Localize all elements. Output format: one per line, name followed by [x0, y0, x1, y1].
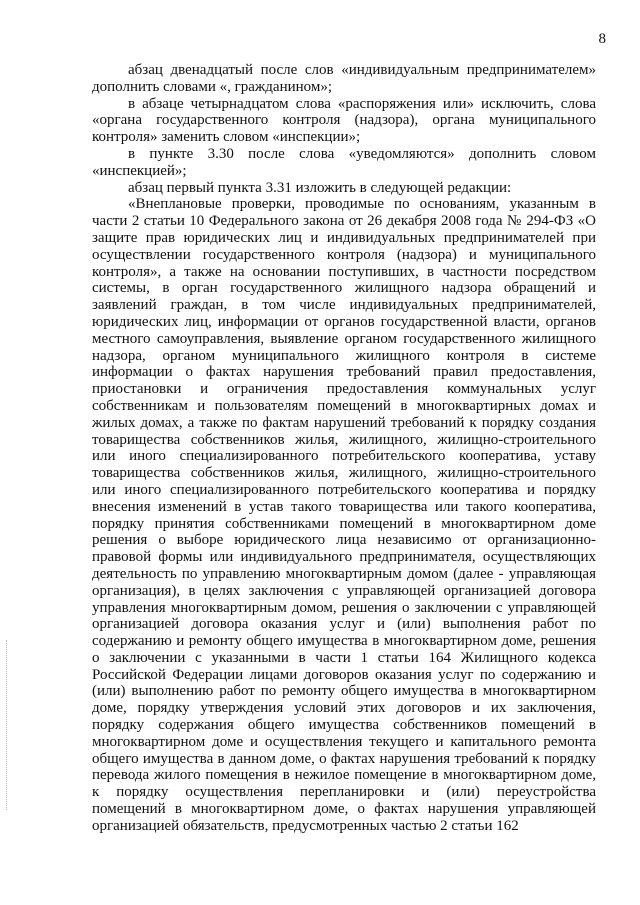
text-line: осуществлении государственного контроля (надзора) и муниципального — [92, 246, 596, 263]
text-line: дополнить словами «, гражданином»; — [92, 78, 333, 95]
text-line: в абзаце четырнадцатом слова «распоряжения или» исключить, слова — [128, 95, 596, 112]
text-line: информации о фактах нарушения требований правил предоставления, — [92, 364, 596, 381]
text-line: к порядку осуществления перепланировки и (или) переустройства — [92, 784, 596, 801]
text-line: организация), в целях заключения с управляющей организацией договора — [92, 582, 596, 599]
paragraph — [92, 180, 596, 197]
text-line: перевода жилого помещения в нежилое помещение в многоквартирном доме, — [92, 767, 596, 784]
text-line: организацией договора оказания услуг и (или) выполнения работ по — [92, 616, 596, 633]
text-line: решения о выборе юридического лица независимо от организационно- — [92, 532, 596, 549]
text-line: абзац первый пункта 3.31 изложить в следующей редакции: — [128, 179, 512, 196]
text-line: «инспекцией»; — [92, 162, 187, 179]
text-line: содержанию и ремонту общего имущества в многоквартирном доме, решения — [92, 633, 596, 650]
text-line: правовой формы или индивидуального предпринимателя, осуществляющих — [92, 549, 596, 566]
text-line: надзора, органом муниципального жилищного контроля в системе — [92, 347, 596, 364]
text-line: «Внеплановые проверки, проводимые по основаниям, указанным в — [128, 196, 596, 213]
text-line: заявлений граждан, в том числе индивидуальных предпринимателей, — [92, 297, 596, 314]
text-line: (или) выполнению работ по ремонту общего имущества в многоквартирном — [92, 683, 596, 700]
text-line: части 2 статьи 10 Федерального закона от 26 декабря 2008 года № 294-ФЗ «О — [92, 213, 596, 230]
text-line: товарищества собственников жилья, жилищного, жилищно-строительного — [92, 465, 596, 482]
text-line: порядку принятия собственниками помещений в многоквартирном доме — [92, 515, 596, 532]
text-line: многоквартирном доме и осуществления текущего и капитального ремонта — [92, 733, 596, 750]
document-body — [92, 62, 596, 835]
text-line: или иного специализированного потребительского кооператива, уставу — [92, 448, 596, 465]
text-line: в пункте 3.30 после слова «уведомляются» дополнить словом — [128, 145, 596, 162]
paragraph — [92, 62, 596, 96]
text-line: деятельность по управлению многоквартирным домом (далее - управляющая — [92, 565, 596, 582]
text-line: защите прав юридических лиц и индивидуальных предпринимателей при — [92, 229, 596, 246]
text-line: приостановки и ограничения предоставления коммунальных услуг — [92, 381, 596, 398]
text-line: собственникам и пользователям помещений в многоквартирных домах и — [92, 397, 596, 414]
text-line: жилых домах, а также по фактам нарушений требований к порядку создания — [92, 414, 596, 431]
text-line: контроля» заменить словом «инспекции»; — [92, 129, 361, 146]
text-line: абзац двенадцатый после слов «индивидуальным предпринимателем» — [128, 62, 596, 78]
text-line: контроля», а также на основании поступивших, в частности посредством — [92, 263, 596, 280]
scan-margin-artifact — [6, 640, 9, 810]
text-line: «органа государственного контроля (надзора), органа муниципального — [92, 112, 596, 129]
text-line: организацией обязательств, предусмотренных частью 2 статьи 162 — [92, 817, 519, 834]
text-line: общего имущества в данном доме, о фактах нарушения требований к порядку — [92, 750, 596, 767]
text-line: Российской Федерации лицами договоров оказания услуг по содержанию и — [92, 666, 596, 683]
text-line: товарищества собственников жилья, жилищного, жилищно-строительного — [92, 431, 596, 448]
text-line: юридических лиц, информации от органов государственной власти, органов — [92, 313, 596, 330]
paragraph — [92, 196, 596, 834]
text-line: доме, порядку утверждения условий этих договоров и их заключения, — [92, 700, 596, 717]
text-line: помещений в многоквартирном доме, о фактах нарушения управляющей — [92, 801, 596, 818]
paragraph — [92, 96, 596, 146]
text-line: внесения изменений в устав такого товарищества или такого кооператива, — [92, 498, 596, 515]
text-line: местного самоуправления, выявление органом государственного жилищного — [92, 330, 596, 347]
text-line: системы, в орган государственного жилищного надзора обращений и — [92, 280, 596, 297]
paragraph — [92, 146, 596, 180]
text-line: порядку содержания общего имущества собственников помещений в — [92, 717, 596, 734]
text-line: управления многоквартирным домом, решения о заключении с управляющей — [92, 599, 596, 616]
page-number: 8 — [598, 31, 606, 47]
text-line: о заключении с указанными в части 1 статьи 164 Жилищного кодекса — [92, 649, 596, 666]
text-line: или иного специализированного потребительского кооператива и порядку — [92, 481, 596, 498]
